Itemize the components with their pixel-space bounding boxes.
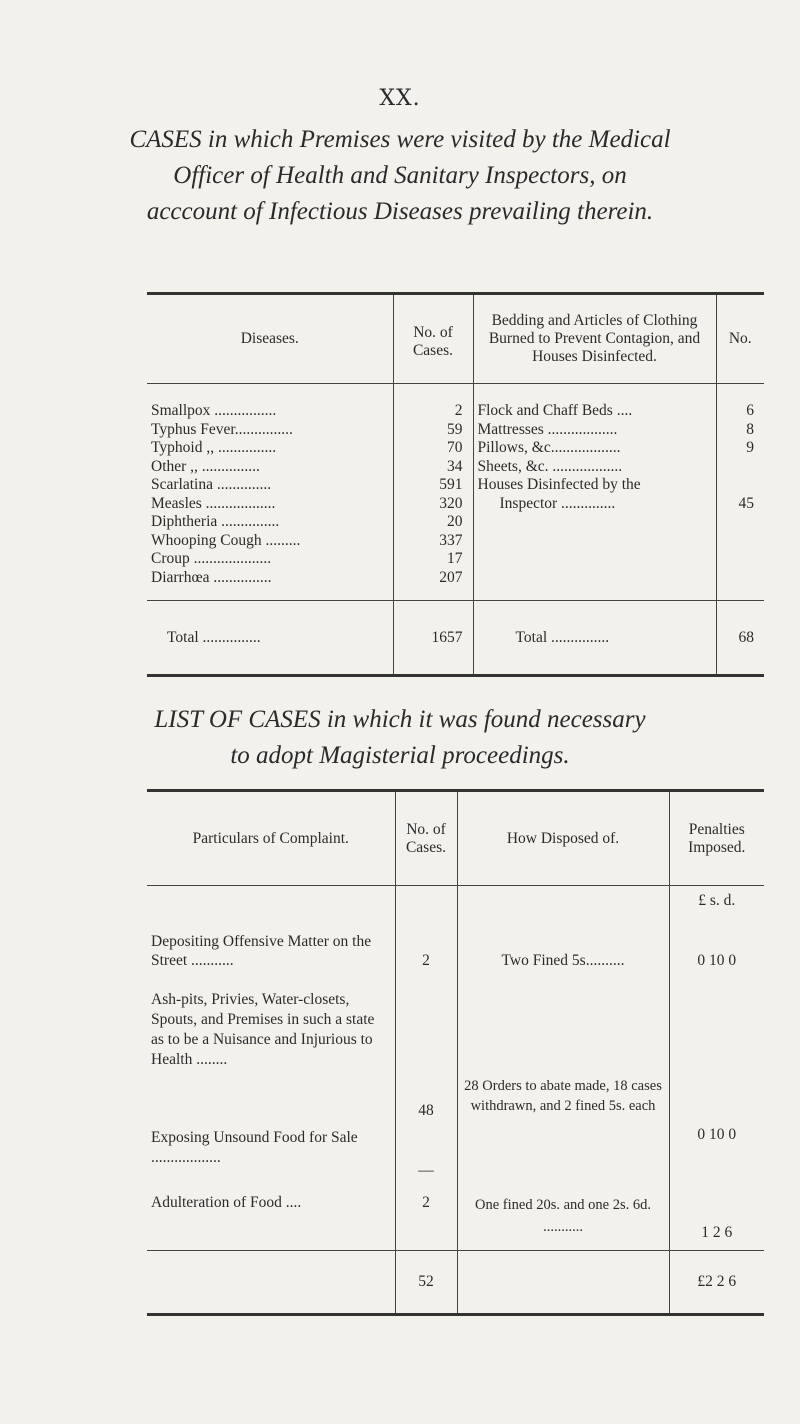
- row-cases: 48: [395, 976, 457, 1126]
- total-label-articles: Total ...............: [473, 601, 716, 676]
- diseases-list: [147, 402, 393, 601]
- particular-cell: Exposing Unsound Food for Sale ..................: [151, 1129, 358, 1166]
- articles-no-list: [716, 402, 764, 601]
- row-disposed: [457, 1126, 669, 1188]
- disease-name: Other ,, ...............: [151, 457, 260, 475]
- table1-title-line: CASES in which Premises were visited by the Medical: [129, 126, 671, 153]
- article-no: 9: [746, 439, 754, 456]
- table1-title: [0, 122, 800, 230]
- table2-title-line: to adopt Magisterial proceedings.: [230, 742, 570, 769]
- disease-name: Diphtheria ...............: [151, 513, 280, 530]
- total-empty: [147, 1250, 395, 1314]
- article-no: 6: [746, 402, 754, 419]
- cases-list: [393, 402, 473, 601]
- magisterial-proceedings-table: [147, 789, 764, 1316]
- total-empty: [457, 1250, 669, 1314]
- table2-title: [0, 702, 800, 774]
- article-name: Mattresses ..................: [477, 420, 618, 438]
- particular-cell: Ash-pits, Privies, Water-closets, Spouts, and Premises in such a state as to be a Nuisance and Injurious to Health ........: [151, 991, 375, 1068]
- disease-name: Scarlatina ..............: [151, 476, 272, 493]
- header-diseases: Diseases.: [240, 330, 299, 347]
- row-penalty: 0 10 0: [669, 1126, 764, 1188]
- article-name: Houses Disinfected by the: [477, 476, 641, 493]
- row-disposed: One fined 20s. and one 2s. 6d. ...........: [457, 1188, 669, 1250]
- row-disposed: 28 Orders to abate made, 18 cases withdrawn, and 2 fined 5s. each: [457, 976, 669, 1126]
- currency-header: £ s. d.: [669, 886, 764, 911]
- disease-cases: 591: [439, 476, 463, 493]
- header-bedding-articles: Bedding and Articles of Clothing Burned to Prevent Contagion, and Houses Disinfected.: [473, 294, 716, 384]
- header-no: No.: [716, 294, 764, 384]
- table2-title-line: LIST OF CASES in which it was found necessary: [154, 706, 646, 733]
- disease-cases: 70: [447, 439, 463, 456]
- disease-cases: 17: [447, 550, 463, 567]
- header-penalties: Penalties Imposed.: [669, 791, 764, 886]
- article-no: [721, 476, 755, 495]
- disease-name: Whooping Cough .........: [151, 531, 301, 549]
- disease-name: Typhoid ,, ...............: [151, 439, 277, 456]
- header-how-disposed: How Disposed of.: [457, 791, 669, 886]
- disease-cases: 337: [439, 531, 463, 549]
- disease-name: Diarrhœa ...............: [151, 568, 272, 586]
- article-name: Flock and Chaff Beds ....: [477, 402, 633, 419]
- table1-title-line: acccount of Infectious Diseases prevailing therein.: [146, 198, 654, 225]
- row-penalty: 0 10 0: [669, 910, 764, 976]
- row-penalty: [669, 976, 764, 1126]
- article-name: Sheets, &c. ..................: [477, 457, 623, 475]
- total-penalty: £2 2 6: [669, 1250, 764, 1314]
- row-cases: 2: [395, 910, 457, 976]
- disease-name: Measles ..................: [151, 494, 276, 512]
- page-number: XX.: [379, 86, 421, 111]
- disease-cases: 20: [447, 513, 463, 530]
- article-no: 8: [746, 420, 754, 438]
- disease-name: Smallpox ................: [151, 402, 277, 419]
- disease-name: Typhus Fever...............: [151, 420, 293, 438]
- disease-cases: 34: [447, 457, 463, 475]
- row-penalty: 1 2 6: [669, 1188, 764, 1250]
- infectious-diseases-table: [147, 292, 764, 677]
- particular-cell: Adulteration of Food ....: [151, 1194, 302, 1211]
- header-particulars: Particulars of Complaint.: [192, 829, 349, 847]
- total-label: Total ...............: [147, 601, 393, 676]
- article-no: 45: [738, 494, 754, 512]
- row-cases: 2: [395, 1188, 457, 1250]
- particular-cell: Depositing Offensive Matter on the Street ...........: [151, 933, 372, 969]
- article-name: Pillows, &c..................: [477, 439, 621, 456]
- table1-title-line: Officer of Health and Sanitary Inspectors, on: [173, 162, 627, 189]
- row-disposed: Two Fined 5s..........: [457, 910, 669, 976]
- article-name: Inspector ..............: [499, 494, 616, 512]
- disease-cases: 2: [454, 402, 463, 419]
- header-no-of-cases: No. of Cases.: [395, 791, 457, 886]
- header-no-of-cases: No. of Cases.: [393, 294, 473, 384]
- disease-cases: 320: [439, 494, 463, 512]
- disease-cases: 207: [439, 568, 463, 586]
- total-cases: 52: [395, 1250, 457, 1314]
- disease-name: Croup ....................: [151, 550, 272, 567]
- article-no: [721, 458, 755, 477]
- disease-cases: 59: [447, 420, 463, 438]
- total-cases: 1657: [393, 601, 473, 676]
- total-articles: 68: [716, 601, 764, 676]
- articles-list: [473, 402, 716, 601]
- row-cases: —: [395, 1126, 457, 1188]
